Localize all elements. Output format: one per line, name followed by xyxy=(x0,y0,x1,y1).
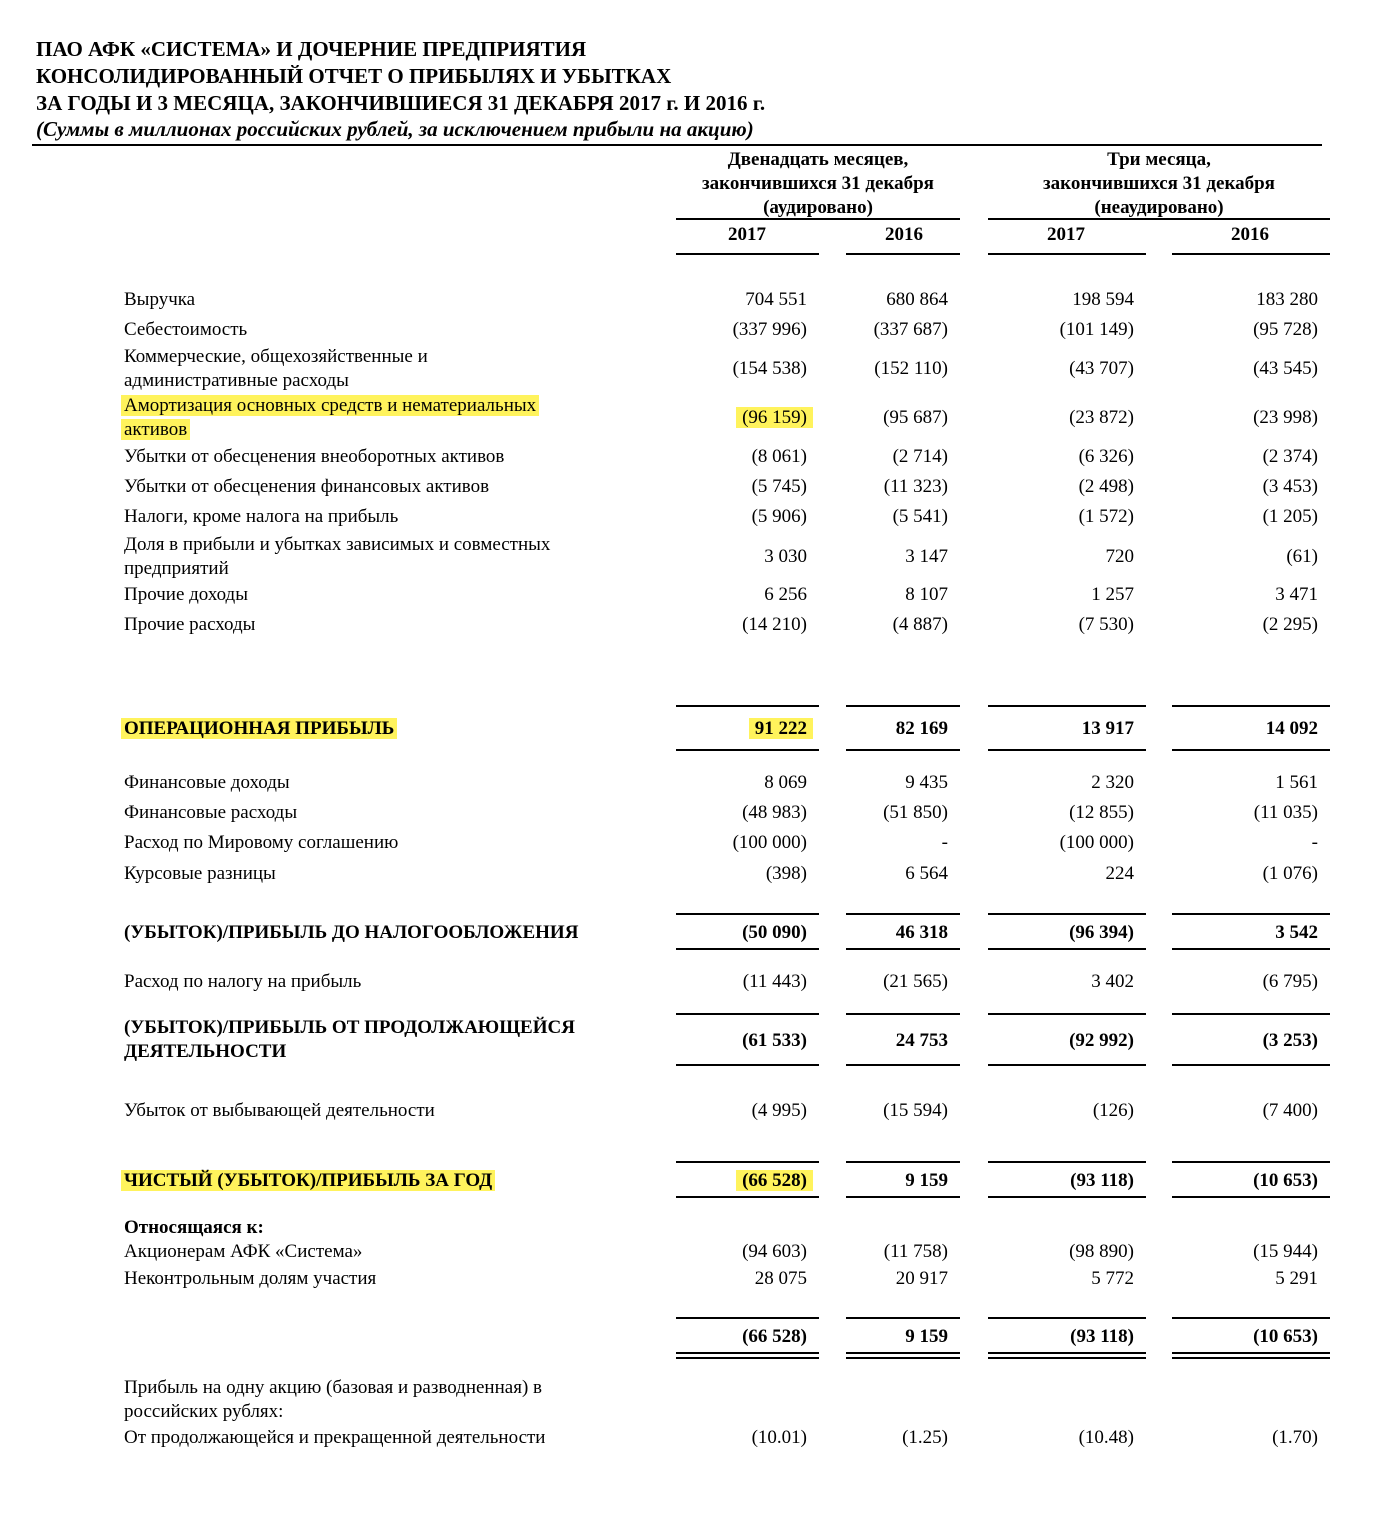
cell: (93 118) xyxy=(1070,1170,1134,1191)
row-label-operating-profit: ОПЕРАЦИОННАЯ ПРИБЫЛЬ xyxy=(124,717,397,741)
cell-total: (66 528) xyxy=(742,1326,807,1347)
cell: 6 256 xyxy=(764,584,807,605)
cell: (337 996) xyxy=(732,319,807,340)
cell: 224 xyxy=(1105,863,1134,884)
cell: (1 076) xyxy=(1262,863,1318,884)
cell: 9 159 xyxy=(905,1170,948,1191)
cell: (152 110) xyxy=(874,358,948,379)
col-year-12m-2017: 2017 xyxy=(728,224,766,245)
cell: (4 995) xyxy=(751,1100,807,1121)
row-label-cost: Себестоимость xyxy=(124,319,248,340)
cell: (48 983) xyxy=(742,802,807,823)
double-rule xyxy=(846,1352,960,1354)
report-title: КОНСОЛИДИРОВАННЫЙ ОТЧЕТ О ПРИБЫЛЯХ И УБЫТКАХ xyxy=(36,64,672,88)
row-label-attr-nci: Неконтрольным долям участия xyxy=(124,1268,377,1289)
cell: (2 374) xyxy=(1262,446,1318,467)
col-group-12m-rule xyxy=(676,218,960,220)
cell: (100 000) xyxy=(1059,832,1134,853)
cell: - xyxy=(941,832,948,853)
cell: (2 714) xyxy=(892,446,948,467)
cell: 3 147 xyxy=(905,546,948,567)
cell: 3 030 xyxy=(764,546,807,567)
cell: 183 280 xyxy=(1256,289,1318,310)
subtotal-rule xyxy=(846,705,960,707)
col-group-12m: Двенадцать месяцев, закончившихся 31 декабря (аудировано) xyxy=(702,149,934,218)
subtotal-rule xyxy=(846,1064,960,1066)
subtotal-rule xyxy=(988,948,1146,950)
subtotal-rule xyxy=(846,1161,960,1163)
cell: (10.48) xyxy=(1078,1427,1134,1448)
cell: (5 745) xyxy=(751,476,807,497)
row-label-other-income: Прочие доходы xyxy=(124,584,248,605)
subtotal-rule xyxy=(846,1013,960,1015)
report-units-note: (Суммы в миллионах российских рублей, за исключением прибыли на акцию) xyxy=(36,117,754,141)
subtotal-rule xyxy=(676,749,819,751)
cell: 3 402 xyxy=(1091,971,1134,992)
report-company-title: ПАО АФК «СИСТЕМА» И ДОЧЕРНИЕ ПРЕДПРИЯТИЯ xyxy=(36,37,587,61)
subtotal-rule xyxy=(676,1161,819,1163)
row-label-finance-expenses: Финансовые расходы xyxy=(124,802,298,823)
double-rule xyxy=(988,1357,1146,1359)
total-rule xyxy=(988,1317,1146,1319)
cell: (12 855) xyxy=(1069,802,1134,823)
cell: (5 906) xyxy=(751,506,807,527)
year-rule xyxy=(846,253,960,255)
row-label-other-taxes: Налоги, кроме налога на прибыль xyxy=(124,506,399,527)
cell: 28 075 xyxy=(754,1268,807,1289)
cell: (398) xyxy=(765,863,807,884)
cell: (101 149) xyxy=(1059,319,1134,340)
cell-highlighted: (96 159) xyxy=(600,406,807,430)
subtotal-rule xyxy=(988,913,1146,915)
row-label-depreciation: Амортизация основных средств и нематериальных активов xyxy=(124,394,539,442)
cell: 720 xyxy=(1105,546,1134,567)
cell: (11 323) xyxy=(883,476,948,497)
subtotal-rule xyxy=(1172,1013,1330,1015)
cell: (7 530) xyxy=(1078,614,1134,635)
cell-total: (93 118) xyxy=(1070,1326,1134,1347)
row-label-attr-shareholders: Акционерам АФК «Система» xyxy=(124,1241,363,1262)
cell-total: 9 159 xyxy=(905,1326,948,1347)
cell: 3 542 xyxy=(1275,922,1318,943)
double-rule xyxy=(988,1352,1146,1354)
cell: (126) xyxy=(1092,1100,1134,1121)
subtotal-rule xyxy=(846,948,960,950)
cell: (10.01) xyxy=(751,1427,807,1448)
cell: (95 728) xyxy=(1253,319,1318,340)
cell: (61) xyxy=(1286,546,1318,567)
total-rule xyxy=(846,1317,960,1319)
cell: (1.25) xyxy=(902,1427,948,1448)
subtotal-rule xyxy=(1172,749,1330,751)
cell: (3 453) xyxy=(1262,476,1318,497)
row-label-income-tax: Расход по налогу на прибыль xyxy=(124,971,362,992)
cell: 2 320 xyxy=(1091,772,1134,793)
cell: (1.70) xyxy=(1272,1427,1318,1448)
row-label-sga: Коммерческие, общехозяйственные и административные расходы xyxy=(124,346,428,391)
subtotal-rule xyxy=(1172,1064,1330,1066)
cell: (50 090) xyxy=(742,922,807,943)
row-label-pbt: (УБЫТОК)/ПРИБЫЛЬ ДО НАЛОГООБЛОЖЕНИЯ xyxy=(124,922,579,943)
double-rule xyxy=(1172,1352,1330,1354)
cell: (7 400) xyxy=(1262,1100,1318,1121)
row-label-impairment-financial: Убытки от обесценения финансовых активов xyxy=(124,476,490,497)
cell: (6 795) xyxy=(1262,971,1318,992)
cell: (337 687) xyxy=(873,319,948,340)
cell: (15 594) xyxy=(883,1100,948,1121)
double-rule xyxy=(1172,1357,1330,1359)
col-group-3m: Три месяца, закончившихся 31 декабря (неаудировано) xyxy=(1043,149,1275,218)
row-label-revenue: Выручка xyxy=(124,289,196,310)
cell: 8 107 xyxy=(905,584,948,605)
cell-highlighted: (66 528) xyxy=(600,1169,807,1193)
cell: 46 318 xyxy=(895,922,948,943)
subtotal-rule xyxy=(676,1013,819,1015)
subtotal-rule xyxy=(1172,913,1330,915)
double-rule xyxy=(846,1357,960,1359)
year-rule xyxy=(988,253,1146,255)
header-rule xyxy=(32,144,1322,146)
subtotal-rule xyxy=(676,1196,819,1198)
cell: (100 000) xyxy=(732,832,807,853)
row-label-settlement: Расход по Мировому соглашению xyxy=(124,832,399,853)
cell: (2 295) xyxy=(1262,614,1318,635)
cell: (1 205) xyxy=(1262,506,1318,527)
cell: (61 533) xyxy=(742,1030,807,1051)
cell: (94 603) xyxy=(742,1241,807,1262)
cell: (11 443) xyxy=(742,971,807,992)
cell: (51 850) xyxy=(883,802,948,823)
subtotal-rule xyxy=(988,1064,1146,1066)
cell: 5 772 xyxy=(1091,1268,1134,1289)
subtotal-rule xyxy=(988,749,1146,751)
cell: - xyxy=(1311,832,1318,853)
cell: 8 069 xyxy=(764,772,807,793)
year-rule xyxy=(676,253,819,255)
cell: 82 169 xyxy=(895,718,948,739)
cell-total: (10 653) xyxy=(1253,1326,1318,1347)
subtotal-rule xyxy=(1172,1196,1330,1198)
subtotal-rule xyxy=(988,1161,1146,1163)
total-rule xyxy=(1172,1317,1330,1319)
total-rule xyxy=(676,1317,819,1319)
row-label-eps-header: Прибыль на одну акцию (базовая и разводненная) в российских рублях: xyxy=(124,1377,542,1422)
cell: (43 707) xyxy=(1069,358,1134,379)
subtotal-rule xyxy=(676,913,819,915)
cell: 704 551 xyxy=(745,289,807,310)
cell: (23 998) xyxy=(1253,407,1318,428)
cell: (95 687) xyxy=(883,407,948,428)
cell: 24 753 xyxy=(895,1030,948,1051)
subtotal-rule xyxy=(1172,705,1330,707)
subtotal-rule xyxy=(676,1064,819,1066)
cell: (154 538) xyxy=(732,358,807,379)
row-label-other-expenses: Прочие расходы xyxy=(124,614,256,635)
year-rule xyxy=(1172,253,1330,255)
cell: (11 035) xyxy=(1253,802,1318,823)
cell: 20 917 xyxy=(895,1268,948,1289)
col-year-3m-2016: 2016 xyxy=(1231,224,1269,245)
cell: (23 872) xyxy=(1069,407,1134,428)
row-label-continuing: (УБЫТОК)/ПРИБЫЛЬ ОТ ПРОДОЛЖАЮЩЕЙСЯ ДЕЯТЕЛЬНОСТИ xyxy=(124,1017,575,1062)
cell: (8 061) xyxy=(751,446,807,467)
cell: (92 992) xyxy=(1069,1030,1134,1051)
subtotal-rule xyxy=(846,749,960,751)
cell: 9 435 xyxy=(905,772,948,793)
row-label-net-result: ЧИСТЫЙ (УБЫТОК)/ПРИБЫЛЬ ЗА ГОД xyxy=(124,1169,495,1193)
cell: 3 471 xyxy=(1275,584,1318,605)
row-label-finance-income: Финансовые доходы xyxy=(124,772,290,793)
cell: (15 944) xyxy=(1253,1241,1318,1262)
subtotal-rule xyxy=(988,1013,1146,1015)
cell: (4 887) xyxy=(892,614,948,635)
cell: 5 291 xyxy=(1275,1268,1318,1289)
col-year-12m-2016: 2016 xyxy=(885,224,923,245)
cell-highlighted: 91 222 xyxy=(600,717,807,741)
row-label-discontinued: Убыток от выбывающей деятельности xyxy=(124,1100,435,1121)
cell: 1 561 xyxy=(1275,772,1318,793)
row-label-eps: От продолжающейся и прекращенной деятельности xyxy=(124,1427,546,1448)
cell: 13 917 xyxy=(1081,718,1134,739)
report-period: ЗА ГОДЫ И 3 МЕСЯЦА, ЗАКОНЧИВШИЕСЯ 31 ДЕКАБРЯ 2017 г. И 2016 г. xyxy=(36,91,766,115)
cell: (21 565) xyxy=(883,971,948,992)
double-rule xyxy=(676,1352,819,1354)
cell: (2 498) xyxy=(1078,476,1134,497)
cell: 6 564 xyxy=(905,863,948,884)
col-year-3m-2017: 2017 xyxy=(1047,224,1085,245)
cell: (14 210) xyxy=(742,614,807,635)
subtotal-rule xyxy=(988,705,1146,707)
cell: (10 653) xyxy=(1253,1170,1318,1191)
cell: (1 572) xyxy=(1078,506,1134,527)
subtotal-rule xyxy=(988,1196,1146,1198)
double-rule xyxy=(676,1357,819,1359)
subtotal-rule xyxy=(676,705,819,707)
col-group-3m-rule xyxy=(988,218,1330,220)
subtotal-rule xyxy=(676,948,819,950)
row-label-impairment-noncurrent: Убытки от обесценения внеоборотных активов xyxy=(124,446,505,467)
row-label-share-associates: Доля в прибыли и убытках зависимых и совместных предприятий xyxy=(124,534,551,579)
cell: (98 890) xyxy=(1069,1241,1134,1262)
cell: (3 253) xyxy=(1262,1030,1318,1051)
subtotal-rule xyxy=(846,1196,960,1198)
cell: (11 758) xyxy=(883,1241,948,1262)
cell: 198 594 xyxy=(1072,289,1134,310)
cell: (6 326) xyxy=(1078,446,1134,467)
cell: 680 864 xyxy=(886,289,948,310)
row-label-attributable: Относящаяся к: xyxy=(124,1217,264,1238)
subtotal-rule xyxy=(1172,1161,1330,1163)
cell: 1 257 xyxy=(1091,584,1134,605)
cell: (5 541) xyxy=(892,506,948,527)
subtotal-rule xyxy=(846,913,960,915)
cell: 14 092 xyxy=(1265,718,1318,739)
cell: (96 394) xyxy=(1069,922,1134,943)
cell: (43 545) xyxy=(1253,358,1318,379)
row-label-fx: Курсовые разницы xyxy=(124,863,276,884)
subtotal-rule xyxy=(1172,948,1330,950)
